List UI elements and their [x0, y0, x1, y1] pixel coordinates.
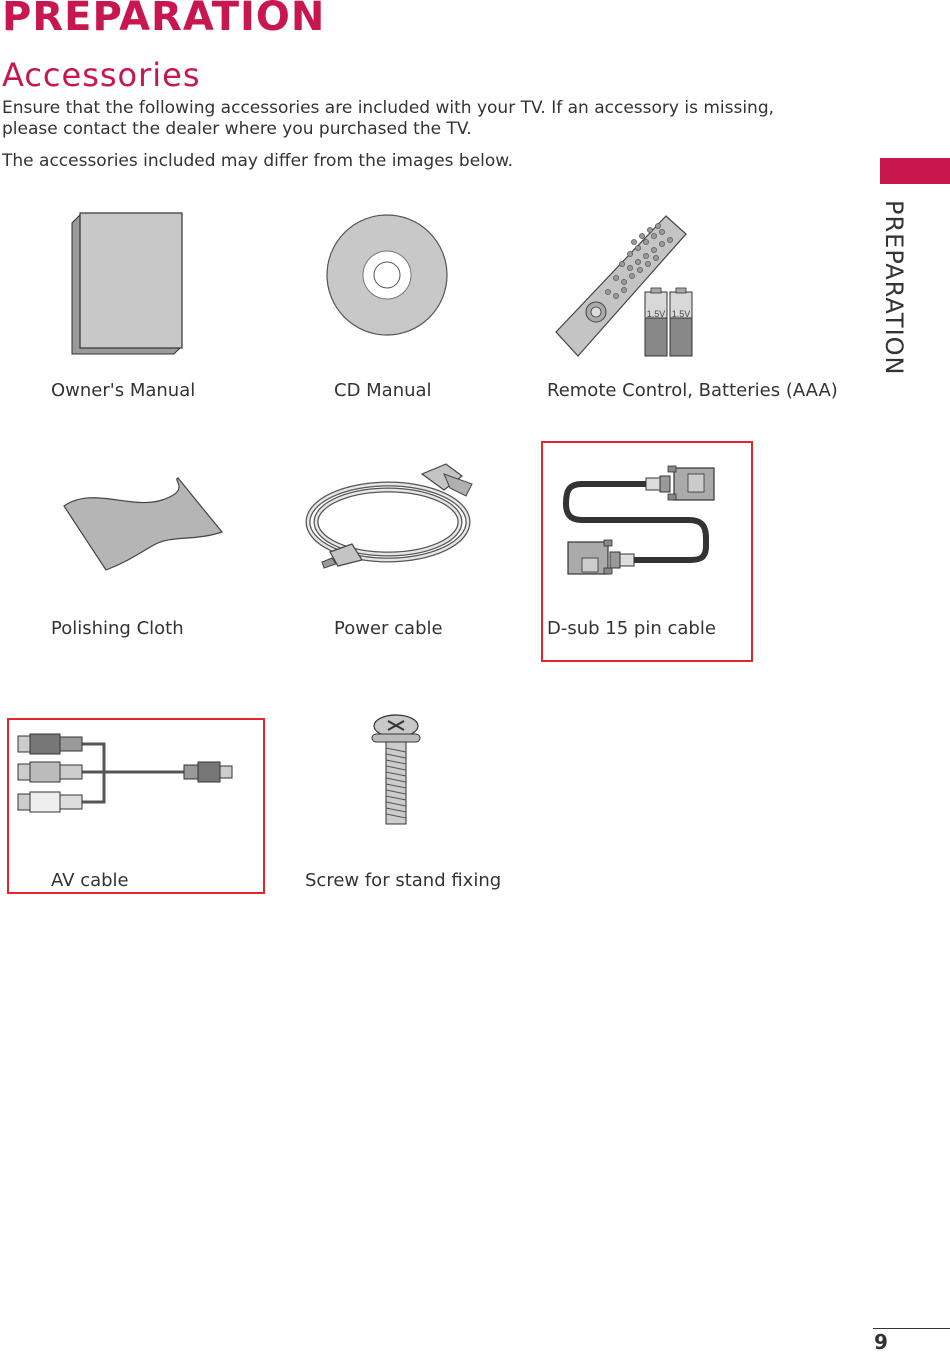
dsub-cable-icon [562, 462, 722, 580]
caption-av-cable: AV cable [51, 870, 129, 891]
caption-power-cable: Power cable [334, 618, 443, 639]
page-number: 9 [874, 1330, 888, 1354]
cd-icon [324, 212, 450, 338]
side-tab-label: PREPARATION [880, 200, 908, 376]
caption-screw: Screw for stand fixing [305, 870, 502, 891]
page-number-rule [873, 1328, 950, 1329]
av-cable-icon [16, 728, 238, 820]
caption-polishing-cloth: Polishing Cloth [51, 618, 184, 639]
side-tab-marker [880, 158, 950, 184]
power-cable-icon [302, 462, 484, 570]
section-title: Accessories [2, 56, 201, 94]
page-heading: PREPARATION [2, 0, 326, 40]
note-text: The accessories included may differ from the images below. [2, 151, 514, 171]
remote-control-icon [552, 212, 694, 360]
manual-icon [68, 210, 186, 358]
caption-owners-manual: Owner's Manual [51, 380, 196, 401]
screw-icon [366, 714, 426, 828]
caption-dsub-cable: D-sub 15 pin cable [547, 618, 716, 639]
battery-label: 1.5V [646, 309, 666, 319]
caption-remote-control: Remote Control, Batteries (AAA) [547, 380, 838, 401]
cloth-icon [62, 476, 224, 572]
battery-label: 1.5V [671, 309, 691, 319]
intro-text: Ensure that the following accessories are included with your TV. If an accessory is missing, please contact the dealer where you purchased the TV. [2, 98, 775, 139]
caption-cd-manual: CD Manual [334, 380, 432, 401]
